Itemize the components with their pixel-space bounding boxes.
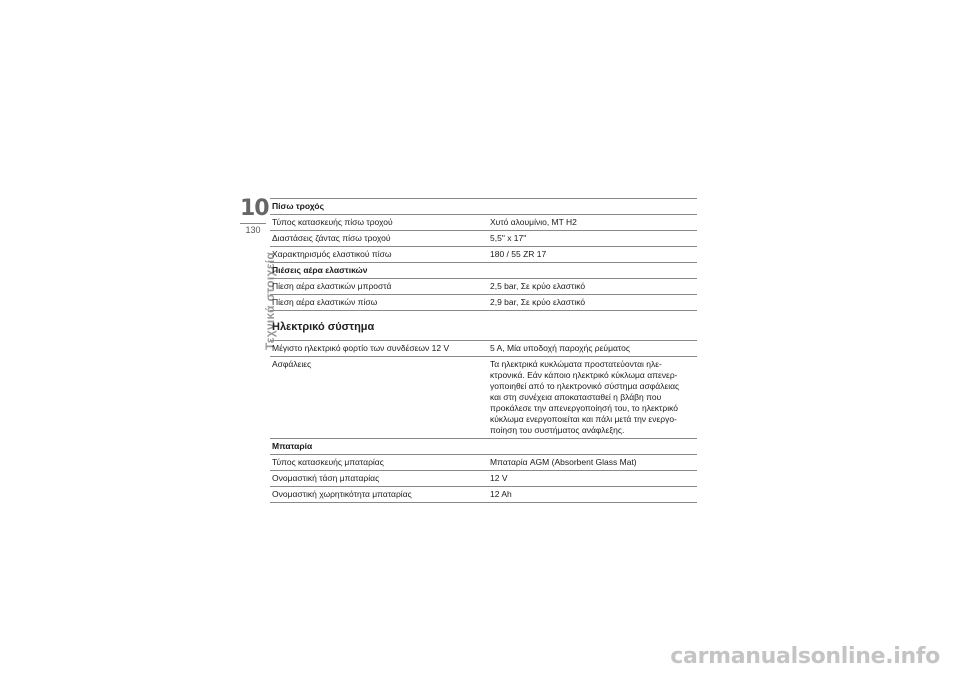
- tire-pressure-heading: [270, 263, 697, 279]
- row-label: Τύπος κατασκευής πίσω τροχού: [272, 217, 393, 227]
- section-title: Ηλεκτρικό σύστημα: [272, 321, 375, 333]
- battery-heading: [270, 439, 697, 455]
- row-value: 180 / 55 ZR 17: [490, 249, 547, 259]
- row-label: Πίεση αέρα ελαστικών πίσω: [272, 297, 378, 307]
- heading-text: Πίσω τροχός: [272, 201, 324, 211]
- row-value: 2,9 bar, Σε κρύο ελαστικό: [490, 297, 586, 307]
- row-label: Χαρακτηρισμός ελαστικού πίσω: [272, 249, 392, 259]
- row-value: 2,5 bar, Σε κρύο ελαστικό: [490, 281, 586, 291]
- table-row: [270, 357, 697, 439]
- table-row: [270, 279, 697, 295]
- table-row: [270, 471, 697, 487]
- table-row: [270, 215, 697, 231]
- row-label: Μέγιστο ηλεκτρικό φορτίο των συνδέσεων 12 V: [272, 343, 450, 353]
- row-label: Διαστάσεις ζάντας πίσω τροχού: [272, 233, 391, 243]
- row-value: Τα ηλεκτρικά κυκλώματα προστατεύονται ηλε- κτρονικά. Εάν κάποιο ηλεκτρικό κύκλωμα απενερ- γοποιηθεί από το ηλεκτρονικό σύστημα ασφάλειας και στη συνέχεια αποκατασταθεί η βλάβη που προκάλεσε την απενεργοποίησή του, το ηλεκτρικό κύκλωμα ενεργοποιείται και πάλι μετά την ενεργο- ποίηση του συστήματος ανάφλεξης.: [490, 359, 680, 435]
- table-row: [270, 455, 697, 471]
- rear-wheel-heading: [270, 198, 697, 215]
- heading-text: Πιέσεις αέρα ελαστικών: [272, 265, 368, 275]
- row-label: Πίεση αέρα ελαστικών μπροστά: [272, 281, 392, 291]
- row-value: Χυτό αλουμίνιο, MT H2: [490, 217, 577, 227]
- row-label: Τύπος κατασκευής μπαταρίας: [272, 457, 384, 467]
- row-value: Μπαταρία AGM (Absorbent Glass Mat): [490, 457, 637, 467]
- table-row: [270, 247, 697, 263]
- watermark: carmanualsonline.info: [670, 644, 940, 669]
- side-chapter-title: Τεχνικά στοιχεία: [263, 251, 277, 350]
- table-row: [270, 487, 697, 503]
- row-value: 5,5" x 17": [490, 233, 527, 243]
- row-value: 12 V: [490, 473, 508, 483]
- page-number-rule: [240, 223, 266, 224]
- row-label: Ονομαστική χωρητικότητα μπαταρίας: [272, 489, 412, 499]
- table-row: [270, 231, 697, 247]
- electrical-table: [270, 340, 697, 503]
- row-label: Ασφάλειες: [272, 359, 312, 369]
- chapter-number: 10: [240, 196, 269, 221]
- heading-text: Μπαταρία: [272, 441, 313, 451]
- row-value: 5 A, Μία υποδοχή παροχής ρεύματος: [490, 343, 630, 353]
- table-row: [270, 295, 697, 311]
- table-row: [270, 341, 697, 357]
- row-label: Ονομαστική τάση μπαταρίας: [272, 473, 380, 483]
- spec-content: [270, 198, 697, 503]
- page-number: 130: [245, 225, 261, 235]
- row-value: 12 Ah: [490, 489, 512, 499]
